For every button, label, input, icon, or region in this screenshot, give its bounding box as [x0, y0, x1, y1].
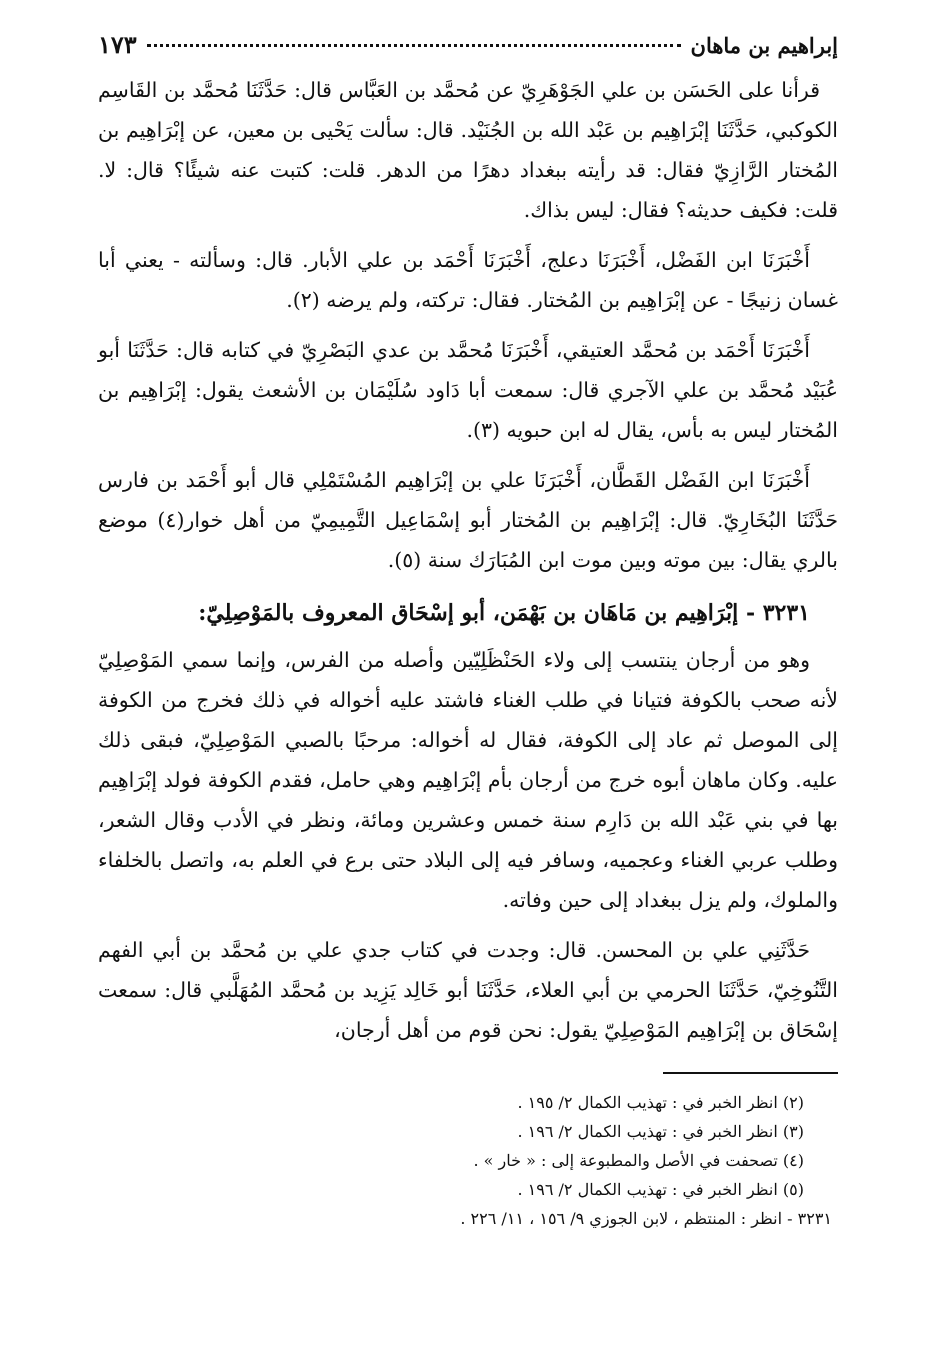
- paragraph: أَخْبَرَنَا ابن الفَضْل القَطَّان، أَخْبَرَنَا علي بن إبْرَاهِيم المُسْتَمْلِي قال أبو أَحْمَد بن فارس حَدَّثَنَا البُخَارِيّ. قال: إبْرَاهِيم بن المُختار أبو إسْمَاعِيل التَّمِيمِيّ من أهل خوار(٤) موضع بالري يقال: بين موته وبين موت ابن المُبَارَك سنة (٥).: [98, 468, 838, 572]
- paragraph: وهو من أرجان ينتسب إلى ولاء الحَنْظَلِيّين وأصله من الفرس، وإنما سمي المَوْصِلِيّ لأنه صحب بالكوفة فتيانا في طلب الغناء فاشتد عليه أخواله في ذلك فخرج من الكوفة إلى الموصل ثم عاد إلى الكوفة، فقال له أخواله: مرحبًا بالصبي المَوْصِلِيّ، فبقى ذلك عليه. وكان ماهان أبوه خرج من أرجان بأم إبْرَاهِيم وهي حامل، فقدم الكوفة فولد إبْرَاهِيم بها في بني عَبْد الله بن دَارِم سنة خمس وعشرين ومائة، ونظر في الأدب وقال الشعر، وطلب عربي الغناء وعجميه، وسافر فيه إلى البلاد حتى برع في العلم به، واتصل بالخلفاء والملوك، ولم يزل ببغداد إلى حين وفاته.: [98, 648, 838, 912]
- source-note: ٣٢٣١ - انظر : المنتظم ، لابن الجوزي ٩/ ١٥٦ ، ١١/ ٢٢٦ .: [460, 1209, 832, 1228]
- running-title: إبراهيم بن ماهان: [690, 33, 838, 58]
- paragraph: أَخْبَرَنَا ابن الفَضْل، أَخْبَرَنَا دعلج، أَخْبَرَنَا أَحْمَد بن علي الأبار. قال: وسألته - يعني أبا غسان زنيجًا - عن إبْرَاهِيم بن المُختار. فقال: تركته، ولم يرضه (٢).: [98, 248, 838, 312]
- footnote: (٤) تصحفت في الأصل والمطبوعة إلى : « خار » .: [473, 1151, 804, 1170]
- paragraph: قرأنا على الحَسَن بن علي الجَوْهَرِيّ عن مُحمَّد بن العَبَّاس قال: حَدَّثَنَا مُحمَّد بن القَاسِم الكوكبي، حَدَّثَنَا إبْرَاهِيم بن عَبْد الله بن الجُنَيْد. قال: سألت يَحْيى بن معين، عن إبْرَاهِيم بن المُختار الرَّازِيّ فقال: قد رأيته ببغداد دهرًا من الدهر. قلت: كتبت عنه شيئًا؟ قال: لا. قلت: فكيف حديثه؟ فقال: ليس بذاك.: [98, 78, 838, 222]
- footnote-divider: [663, 1072, 838, 1074]
- page-number: ١٧٣: [98, 30, 137, 59]
- main-text: [98, 70, 838, 1050]
- leader-dots: [147, 44, 681, 47]
- running-header: [98, 30, 838, 70]
- paragraph: حَدَّثَنِي علي بن المحسن. قال: وجدت في كتاب جدي علي بن مُحمَّد بن أبي الفهم التَّنُوخِيّ، حَدَّثَنَا الحرمي بن أبي العلاء، حَدَّثَنَا أبو خَالِد يَزِيد بن مُحمَّد المُهَلَّبي قال: سمعت إسْحَاق بن إبْرَاهِيم المَوْصِلِيّ يقول: نحن قوم من أهل أرجان،: [98, 938, 838, 1042]
- paragraph: أَخْبَرَنَا أَحْمَد بن مُحمَّد العتيقي، أَخْبَرَنَا مُحمَّد بن عدي البَصْرِيّ في كتابه قال: حَدَّثَنَا أبو عُبَيْد مُحمَّد بن علي الآجري قال: سمعت أبا دَاود سُلَيْمَان بن الأشعث يقول: إبْرَاهِيم بن المُختار ليس به بأس، يقال له ابن حبويه (٣).: [98, 338, 838, 442]
- footnotes: [98, 1088, 838, 1233]
- footnote: (٢) انظر الخبر في : تهذيب الكمال ٢/ ١٩٥ .: [517, 1093, 804, 1112]
- entry-heading: ٣٢٣١ - إبْرَاهِيم بن مَاهَان بن بَهْمَن، أبو إسْحَاق المعروف بالمَوْصِلِيّ:: [198, 600, 810, 626]
- footnote: (٥) انظر الخبر في : تهذيب الكمال ٢/ ١٩٦ .: [517, 1180, 804, 1199]
- footnote: (٣) انظر الخبر في : تهذيب الكمال ٢/ ١٩٦ .: [517, 1122, 804, 1141]
